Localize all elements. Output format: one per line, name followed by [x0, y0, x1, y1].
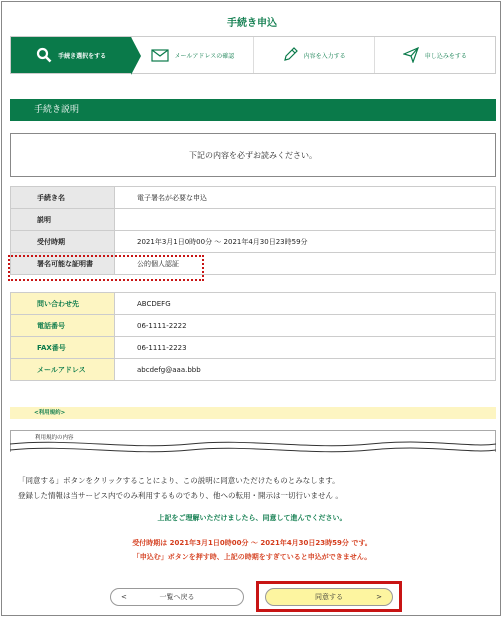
detail-value: 2021年3月1日0時00分 〜 2021年4月30日23時59分: [115, 231, 496, 253]
detail-key: 手続き名: [11, 187, 115, 209]
contact-table: [10, 292, 496, 381]
pencil-icon: [282, 47, 298, 63]
step-submit: [375, 37, 495, 73]
table-row: [11, 231, 496, 253]
warning-deadline: 「申込む」ボタンを押す時、上記の時期をすぎていると申込ができません。: [132, 553, 372, 561]
page-frame: [1, 1, 501, 616]
detail-value: 電子署名が必要な申込: [115, 187, 496, 209]
agreement-text-1: 「同意する」ボタンをクリックすることにより、この説明に同意いただけたものとみなします。: [18, 476, 340, 485]
contact-value: 06-1111-2222: [115, 315, 496, 337]
contact-key: 電話番号: [11, 315, 115, 337]
agree-button[interactable]: [265, 588, 393, 606]
search-icon: [36, 47, 52, 63]
notice-text: 下記の内容を必ずお読みください。: [189, 150, 317, 160]
back-to-list-button[interactable]: [110, 588, 244, 606]
warning-period: 受付時期は 2021年3月1日0時00分 〜 2021年4月30日23時59分 です。: [132, 539, 372, 547]
page-title: 手続き申込: [227, 18, 277, 29]
detail-key: 説明: [11, 209, 115, 231]
contact-key: メールアドレス: [11, 359, 115, 381]
agreement-text-2: 登録した情報は当サービス内でのみ利用するものであり、他への転用・開示は一切行いません 。: [18, 491, 343, 500]
contact-value: 06-1111-2223: [115, 337, 496, 359]
table-row: [11, 187, 496, 209]
back-button-label: 一覧へ戻る: [159, 593, 195, 601]
detail-value: [115, 209, 496, 231]
step-label: 申し込みをする: [424, 52, 467, 60]
chevron-right-icon: >: [376, 593, 382, 601]
step-select: [11, 37, 132, 73]
table-row: [11, 209, 496, 231]
step-email: [132, 37, 253, 73]
contact-key: 問い合わせ先: [11, 293, 115, 315]
table-row: [11, 337, 496, 359]
notice-box: [10, 133, 496, 177]
step-input: [254, 37, 375, 73]
mail-icon: [151, 49, 169, 62]
proceed-text: 上記をご理解いただけましたら、同意して進んでください。: [157, 514, 347, 522]
detail-key: 受付時期: [11, 231, 115, 253]
table-row: [11, 315, 496, 337]
step-label: 手続き選択をする: [58, 52, 107, 60]
contact-value: ABCDEFG: [115, 293, 496, 315]
agree-button-label: 同意する: [315, 593, 343, 601]
detail-key: 署名可能な証明書: [11, 253, 115, 275]
step-label: メールアドレスの確認: [174, 52, 235, 60]
detail-value: 公的個人認証: [115, 253, 496, 275]
step-indicator: [10, 36, 496, 74]
contact-value: abcdefg@aaa.bbb: [115, 359, 496, 381]
step-label: 内容を入力する: [303, 52, 346, 60]
table-row: [11, 359, 496, 381]
table-row: [11, 293, 496, 315]
send-icon: [403, 47, 419, 63]
rules-cutoff-wave: [10, 438, 496, 456]
rules-header: <利用規約>: [10, 407, 496, 419]
rules-text: 利用規約の内容: [35, 435, 74, 441]
agree-button-highlight: [256, 581, 402, 612]
certificate-highlight: [8, 255, 204, 281]
chevron-left-icon: <: [121, 593, 127, 601]
contact-key: FAX番号: [11, 337, 115, 359]
section-header: 手続き説明: [10, 99, 496, 121]
